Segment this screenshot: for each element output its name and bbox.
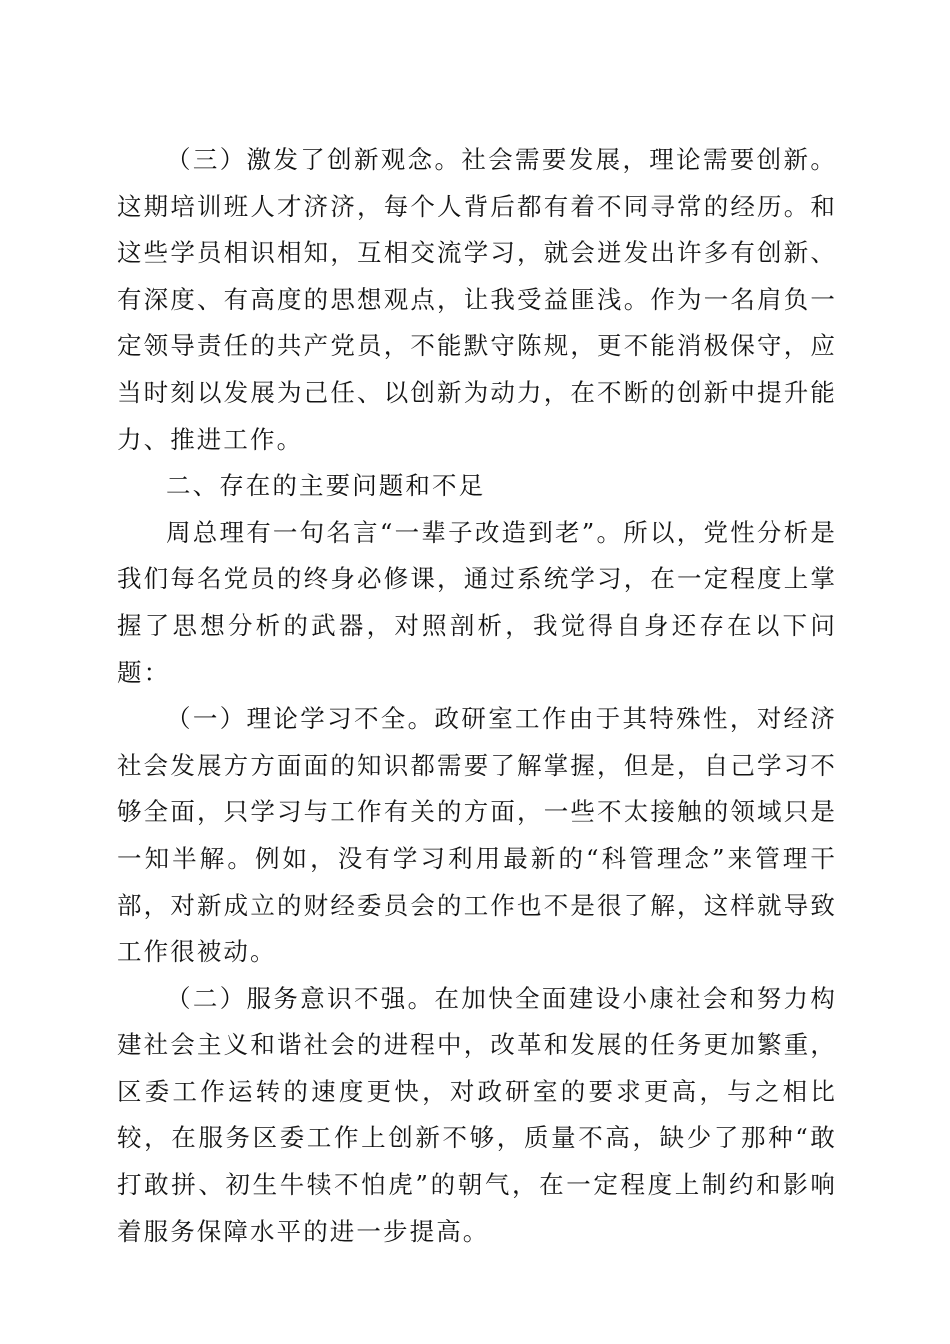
paragraph-section-3: [117, 137, 837, 463]
paragraph-text-section-3: 社会需要发展，理论需要创新。这期培训班人才济济，每个人背后都有着不同寻常的经历。和这些学员相识相知，互相交流学习，就会迸发出许多有创新、有深度、有高度的思想观点，让我受益匪浅。作为一名肩负一定领导责任的共产党员，不能默守陈规，更不能消极保守，应当时刻以发展为己任、以创新为动力，在不断的创新中提升能力、推进工作。: [117, 145, 837, 454]
paragraph-text-problem-2: 在加快全面建设小康社会和努力构建社会主义和谐社会的进程中，改革和发展的任务更加繁重，区委工作运转的速度更快，对政研室的要求更高，与之相比较，在服务区委工作上创新不够，质量不高，缺少了那种“敢打敢拼、初生牛犊不怕虎”的朝气，在一定程度上制约和影响着服务保障水平的进一步提高。: [117, 983, 837, 1246]
paragraph-lead-problem-2: （二）服务意识不强。: [166, 983, 435, 1013]
paragraph-intro: 周总理有一句名言“一辈子改造到老”。所以，党性分析是我们每名党员的终身必修课，通过系统学习，在一定程度上掌握了思想分析的武器，对照剖析，我觉得自身还存在以下问题：: [117, 517, 837, 687]
section-heading-2: 二、存在的主要问题和不足: [166, 471, 486, 501]
document-body: [117, 137, 837, 1255]
paragraph-text-problem-1: 政研室工作由于其特殊性，对经济社会发展方方面面的知识都需要了解掌握，但是，自己学习不够全面，只学习与工作有关的方面，一些不太接触的领域只是一知半解。例如，没有学习利用最新的“科管理念”来管理干部，对新成立的财经委员会的工作也不是很了解，这样就导致工作很被动。: [117, 704, 837, 967]
paragraph-problem-2: [117, 976, 837, 1256]
paragraph-lead-problem-1: （一）理论学习不全。: [166, 704, 435, 734]
paragraph-problem-1: [117, 696, 837, 976]
paragraph-lead-section-3: （三）激发了创新观念。: [166, 145, 462, 174]
